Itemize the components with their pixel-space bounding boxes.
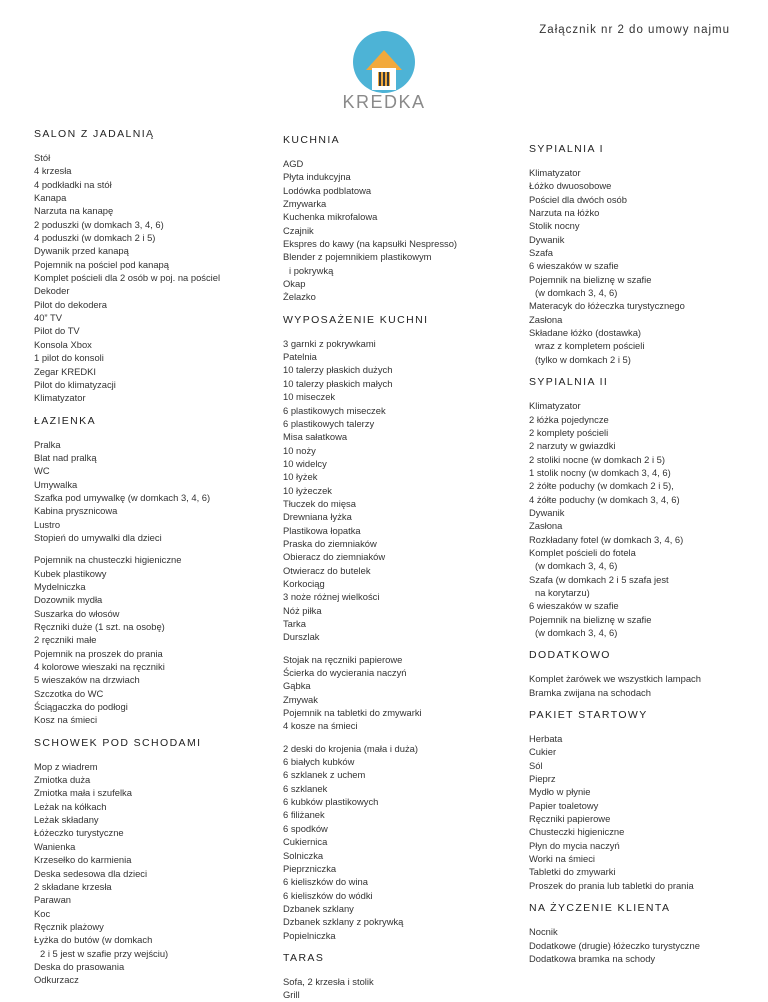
list-item: Pieprzniczka: [283, 862, 337, 874]
list-item: Solniczka: [283, 849, 324, 861]
item-list: [529, 672, 739, 699]
item-list: [529, 399, 739, 639]
list-item: Pojemnik na pościel pod kanapą: [34, 258, 169, 270]
list-item: Narzuta na łóżko: [529, 207, 600, 219]
section-title: ŁAZIENKA: [34, 414, 96, 427]
list-item: 4 żółte poduchy (w domkach 3, 4, 6): [529, 493, 680, 505]
section: [529, 143, 739, 366]
list-item: 5 wieszaków na drzwiach: [34, 674, 140, 686]
list-item: Kuchenka mikrofalowa: [283, 211, 378, 223]
list-item: Korkociąg: [283, 577, 325, 589]
list-item: 6 kubków plastikowych: [283, 796, 379, 808]
list-item: Cukiernica: [283, 836, 328, 848]
section-title: NA ŻYCZENIE KLIENTA: [529, 902, 671, 915]
list-item: Nóż piłka: [283, 604, 322, 616]
list-item: Durszlak: [283, 631, 320, 643]
list-item: 40” TV: [34, 312, 62, 324]
list-item: 2 żółte poduchy (w domkach 2 i 5),: [529, 480, 674, 492]
list-item: Żelazko: [283, 291, 316, 303]
list-item: Klimatyzator: [529, 400, 581, 412]
logo-wordmark: KREDKA: [342, 92, 426, 112]
section-title: SCHOWEK POD SCHODAMI: [34, 736, 202, 749]
item-list: [283, 337, 515, 644]
list-item: Cukier: [529, 746, 557, 758]
section-title: SYPIALNIA I: [529, 143, 604, 155]
list-item: Dywanik przed kanapą: [34, 245, 129, 257]
list-item: Mydelniczka: [34, 580, 86, 592]
list-item: Płyta indukcyjna: [283, 171, 351, 183]
list-item: Tarka: [283, 618, 306, 629]
section: [34, 128, 266, 405]
attachment-note: Załącznik nr 2 do umowy najmu: [539, 24, 730, 36]
section: [283, 952, 515, 1002]
list-item: Zmiotka duża: [34, 774, 91, 786]
list-item: Patelnia: [283, 351, 317, 363]
item-list: [34, 760, 266, 987]
list-item: Materacyk do łóżeczka turystycznego: [529, 300, 685, 312]
list-item: Proszek do prania lub tabletki do prania: [529, 879, 694, 891]
list-item: Krzesełko do karmienia: [34, 854, 132, 866]
list-item: Szafa: [529, 247, 553, 259]
list-item: Łóżko dwuosobowe: [529, 180, 612, 192]
list-item: 4 krzesła: [34, 165, 72, 177]
list-item: Pojemnik na tabletki do zmywarki: [283, 707, 422, 719]
list-item: (tylko w domkach 2 i 5): [535, 353, 631, 365]
list-item: 6 kieliszków do wódki: [283, 889, 373, 901]
list-item: Dzbanek szklany: [283, 902, 354, 914]
list-item: Stół: [34, 152, 51, 163]
section: [283, 314, 515, 942]
list-item: Wanienka: [34, 840, 76, 852]
list-item: Łóżeczko turystyczne: [34, 827, 124, 839]
list-item: Lodówka podblatowa: [283, 184, 372, 196]
section: [283, 134, 515, 304]
list-item: Klimatyzator: [529, 167, 581, 178]
list-item: Ręczniki papierowe: [529, 813, 611, 825]
list-item: Obieracz do ziemniaków: [283, 551, 386, 563]
list-item: Ścierka do wycierania naczyń: [283, 667, 407, 679]
list-item: Dodatkowe (drugie) łóżeczko turystyczne: [529, 939, 700, 951]
list-item: Nocnik: [529, 926, 558, 938]
item-list: [34, 553, 266, 726]
list-item: Leżak na kółkach: [34, 800, 107, 812]
list-item: Pilot do TV: [34, 325, 80, 337]
list-item: 2 stoliki nocne (w domkach 2 i 5): [529, 453, 665, 465]
list-item: WC: [34, 465, 50, 477]
list-item: Pilot do klimatyzacji: [34, 378, 116, 390]
list-item: 6 szklanek: [283, 782, 328, 794]
list-item: Tłuczek do mięsa: [283, 497, 356, 509]
item-list: [34, 438, 266, 545]
list-item: 6 kieliszków do wina: [283, 876, 368, 888]
list-item: Rozkładany fotel (w domkach 3, 4, 6): [529, 533, 684, 545]
list-item: Grill: [283, 989, 300, 1001]
list-item: Dekoder: [34, 285, 70, 297]
list-item: 6 białych kubków: [283, 756, 355, 768]
list-item: 10 talerzy płaskich małych: [283, 377, 393, 389]
list-item: 10 miseczek: [283, 391, 336, 403]
list-item: Ręcznik plażowy: [34, 920, 104, 932]
list-item: 6 plastikowych miseczek: [283, 404, 386, 416]
list-item: Pojemnik na bieliznę w szafie: [529, 273, 652, 285]
section-title: KUCHNIA: [283, 134, 341, 146]
list-item: Zmywak: [283, 693, 318, 705]
list-item: Narzuta na kanapę: [34, 205, 114, 217]
list-item: Stojak na ręczniki papierowe: [283, 653, 403, 665]
list-item: Herbata: [529, 733, 563, 745]
list-item: 10 noży: [283, 444, 316, 456]
list-item: Stolik nocny: [529, 220, 580, 232]
list-item: 2 i 5 jest w szafie przy wejściu): [40, 947, 169, 959]
section: [529, 649, 739, 699]
section: [529, 902, 739, 965]
column-2: [283, 134, 515, 1002]
list-item: (w domkach 3, 4, 6): [535, 627, 618, 638]
list-item: Drewniana łyżka: [283, 511, 352, 523]
section-title: WYPOSAŻENIE KUCHNI: [283, 313, 429, 326]
list-item: Klimatyzator: [34, 392, 86, 404]
list-item: 4 kolorowe wieszaki na ręczniki: [34, 661, 165, 673]
section-title: DODATKOWO: [529, 649, 611, 662]
list-item: Szafka pod umywalkę (w domkach 3, 4, 6): [34, 491, 211, 503]
list-item: 10 widelcy: [283, 457, 327, 469]
list-item: 1 pilot do konsoli: [34, 352, 104, 364]
list-item: 2 deski do krojenia (mała i duża): [283, 742, 418, 754]
list-item: Łyżka do butów (w domkach: [34, 934, 153, 946]
list-item: Zmiotka mała i szufelka: [34, 787, 132, 799]
list-item: Parawan: [34, 894, 72, 906]
item-list: [283, 975, 515, 1002]
list-item: Pojemnik na proszek do prania: [34, 647, 163, 659]
list-item: 2 łóżka pojedyncze: [529, 413, 609, 425]
list-item: Szafa (w domkach 2 i 5 szafa jest: [529, 573, 669, 585]
list-item: i pokrywką: [289, 264, 334, 276]
list-item: Konsola Xbox: [34, 338, 92, 350]
list-item: Suszarka do włosów: [34, 607, 120, 619]
item-list: [34, 151, 266, 405]
list-item: 10 łyżek: [283, 471, 318, 483]
list-item: 6 spodków: [283, 822, 328, 834]
list-item: Deska do prasowania: [34, 960, 125, 972]
list-item: Blat nad pralką: [34, 451, 97, 463]
list-item: Komplet pościeli dla 2 osób w poj. na pościel: [34, 272, 221, 284]
list-item: Kubek plastikowy: [34, 567, 107, 579]
list-item: 6 wieszaków w szafie: [529, 600, 619, 612]
list-item: Chusteczki higieniczne: [529, 826, 625, 838]
list-item: 4 podkładki na stół: [34, 178, 112, 190]
list-item: Mydło w płynie: [529, 786, 591, 798]
list-item: Umywalka: [34, 478, 78, 490]
section: [529, 709, 739, 892]
list-item: Zmywarka: [283, 198, 327, 210]
list-item: Sól: [529, 759, 543, 771]
list-item: Pojemnik na chusteczki higieniczne: [34, 554, 182, 566]
list-item: 6 filiżanek: [283, 809, 325, 821]
item-list: [529, 925, 739, 965]
list-item: Praska do ziemniaków: [283, 537, 377, 549]
list-item: 2 komplety pościeli: [529, 426, 609, 438]
list-item: 10 łyżeczek: [283, 484, 332, 496]
list-item: 1 stolik nocny (w domkach 3, 4, 6): [529, 466, 671, 478]
list-item: Pojemnik na bieliznę w szafie: [529, 613, 652, 625]
list-item: Bramka zwijana na schodach: [529, 686, 651, 698]
list-item: AGD: [283, 158, 304, 169]
list-item: Worki na śmieci: [529, 853, 595, 865]
section: [34, 415, 266, 727]
list-item: Gąbka: [283, 680, 311, 692]
list-item: Zasłona: [529, 520, 563, 532]
list-item: Ściągaczka do podłogi: [34, 701, 128, 713]
item-list: [283, 653, 515, 733]
list-item: Czajnik: [283, 224, 314, 236]
list-item: Ręczniki duże (1 szt. na osobę): [34, 621, 165, 632]
section: [34, 737, 266, 987]
section-title: SALON Z JADALNIĄ: [34, 128, 155, 140]
list-item: 6 szklanek z uchem: [283, 769, 366, 781]
list-item: Komplet pościeli do fotela: [529, 546, 636, 558]
list-item: Pralka: [34, 438, 61, 450]
list-item: Zasłona: [529, 313, 563, 325]
list-item: Dzbanek szklany z pokrywką: [283, 916, 404, 928]
list-item: Dywanik: [529, 506, 565, 518]
item-list: [529, 166, 739, 366]
list-item: Papier toaletowy: [529, 799, 599, 811]
list-item: Misa sałatkowa: [283, 431, 348, 443]
list-item: 4 kosze na śmieci: [283, 720, 358, 732]
list-item: Komplet żarówek we wszystkich lampach: [529, 673, 701, 685]
list-item: Deska sedesowa dla dzieci: [34, 867, 148, 879]
list-item: Zegar KREDKI: [34, 365, 96, 377]
item-list: [529, 732, 739, 892]
list-item: Koc: [34, 907, 51, 919]
list-item: 2 poduszki (w domkach 3, 4, 6): [34, 218, 164, 230]
list-item: Płyn do mycia naczyń: [529, 839, 620, 851]
list-item: Kanapa: [34, 192, 67, 204]
list-item: 4 poduszki (w domkach 2 i 5): [34, 232, 156, 244]
list-item: 2 ręczniki małe: [34, 634, 97, 646]
list-item: Tabletki do zmywarki: [529, 866, 616, 878]
list-item: Pieprz: [529, 773, 556, 785]
list-item: 3 noże różnej wielkości: [283, 591, 380, 603]
column-1: [34, 128, 266, 987]
section-title: SYPIALNIA II: [529, 376, 609, 389]
list-item: (w domkach 3, 4, 6): [535, 287, 618, 299]
item-list: [283, 742, 515, 942]
list-item: Okap: [283, 278, 306, 290]
list-item: na korytarzu): [535, 586, 590, 598]
list-item: Dodatkowa bramka na schody: [529, 952, 656, 964]
list-item: (w domkach 3, 4, 6): [535, 560, 618, 572]
list-item: Pościel dla dwóch osób: [529, 193, 627, 205]
list-item: Dozownik mydła: [34, 594, 103, 606]
list-item: 6 plastikowych talerzy: [283, 417, 375, 429]
list-item: Odkurzacz: [34, 974, 79, 986]
list-item: Szczotka do WC: [34, 687, 104, 699]
list-item: 10 talerzy płaskich dużych: [283, 364, 393, 376]
section: [529, 376, 739, 639]
list-item: 3 garnki z pokrywkami: [283, 337, 376, 349]
list-item: wraz z kompletem pościeli: [535, 340, 645, 352]
section-title: TARAS: [283, 951, 325, 964]
list-item: Stopień do umywalki dla dzieci: [34, 531, 162, 543]
list-item: Mop z wiadrem: [34, 760, 98, 772]
list-item: Blender z pojemnikiem plastikowym: [283, 251, 432, 263]
list-item: Popielniczka: [283, 929, 336, 941]
list-item: Składane łóżko (dostawka): [529, 327, 642, 339]
list-item: Kosz na śmieci: [34, 714, 98, 726]
list-item: 2 składane krzesła: [34, 880, 112, 892]
list-item: Ekspres do kawy (na kapsułki Nespresso): [283, 238, 458, 250]
list-item: Kabina prysznicowa: [34, 505, 118, 517]
list-item: Pilot do dekodera: [34, 298, 107, 310]
list-item: 6 wieszaków w szafie: [529, 260, 619, 272]
item-list: [283, 157, 515, 304]
section-title: PAKIET STARTOWY: [529, 709, 648, 722]
list-item: Sofa, 2 krzesła i stolik: [283, 975, 374, 987]
list-item: Plastikowa łopatka: [283, 524, 361, 536]
column-3: [529, 143, 739, 965]
list-item: Leżak składany: [34, 814, 99, 826]
list-item: Lustro: [34, 518, 61, 530]
list-item: Dywanik: [529, 233, 565, 245]
list-item: Otwieracz do butelek: [283, 564, 371, 576]
list-item: 2 narzuty w gwiazdki: [529, 440, 616, 452]
